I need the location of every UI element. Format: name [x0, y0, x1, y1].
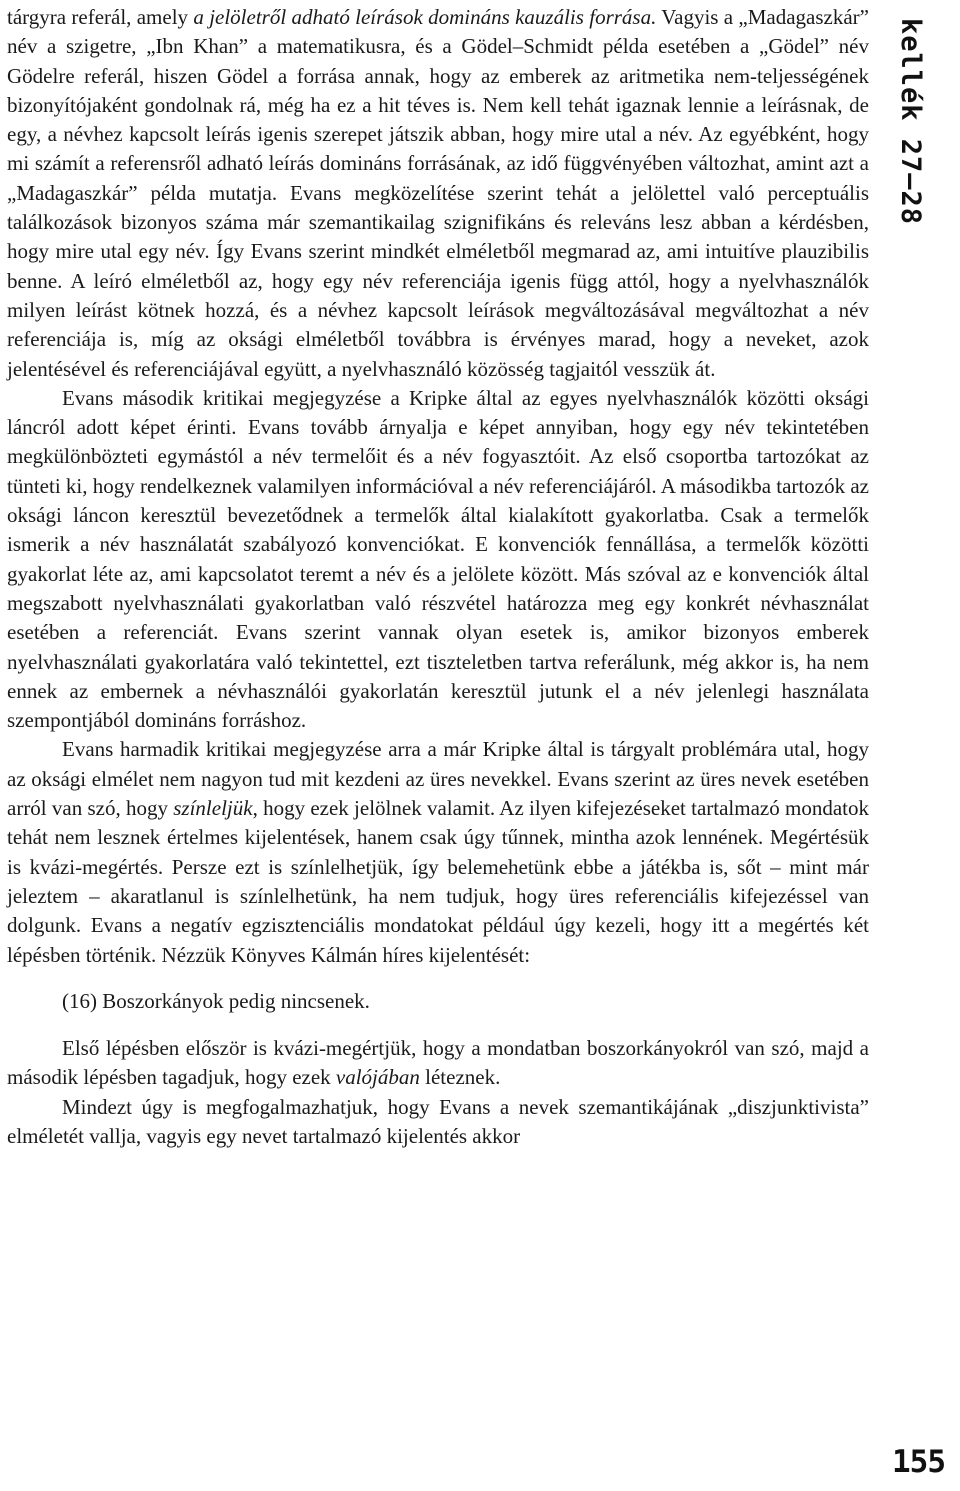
body-text — [7, 3, 869, 1151]
paragraph-5: Mindezt úgy is megfogalmazhatjuk, hogy Evans a nevek szemantikájának „diszjunktivista” elméletét vallja, vagyis egy nevet tartalmazó kijelentés akkor — [7, 1094, 869, 1148]
paragraph-4-rest: léteznek. — [419, 1065, 501, 1090]
journal-label: kellék 27–28 — [895, 17, 927, 225]
paragraph-3 — [7, 735, 869, 969]
paragraph-1-italic: a jelöletről adható leírások domináns kauzális forrása. — [193, 5, 657, 29]
paragraph-1-lead: tárgyra referál, amely — [7, 5, 194, 29]
paragraph-2: Evans második kritikai megjegyzése a Kripke által az egyes nyelvhasználók közötti oksági láncról adott képet érinti. Evans tovább árnyalja e képet annyiban, hogy egy név tekintetében megkülönbözteti egymástól a név termelőit és a név fogyasztóit. Az első csoportba tartozókat az tünteti ki, hogy rendelkeznek valamilyen információval a név referenciájáról. A másodikba tartozók az oksági láncon keresztül bevezetődnek a termelők által kialakított gyakorlatba. Csak a termelők ismerik a név használatát szabályozó konvenciókat. E konvenciók fennállása, a termelők közötti gyakorlat léte az, ami kapcsolatot teremt a név és a jelölete között. Más szóval az e konvenciók által megszabott nyelvhasználati gyakorlatban való részvétel határozza meg egy konkrét névhasználat esetében a referenciát. Evans szerint vannak olyan esetek is, amikor bizonyos emberek nyelvhasználati gyakorlatára való tekintettel, ezt tiszteletben tartva referálunk, még akkor is, ha nem ennek az embernek a névhasználói gyakorlatán keresztül jutunk el a név jelenlegi használata szempontjából domináns forráshoz. — [7, 385, 869, 733]
journal-sidebar — [878, 17, 944, 225]
page-number: 155 — [892, 1444, 945, 1480]
paragraph-4 — [7, 1034, 869, 1093]
paragraph-1 — [7, 3, 869, 384]
paragraph-1-rest: Vagyis a „Madagaszkár” név a szigetre, „Ibn Khan” a matematikusra, és a Gödel–Schmidt példa esetében a „Gödel” név Gödelre referál, hiszen Gödel a forrása annak, hogy az emberek az aritmetika nem-teljességének bizonyítójaként gondolnak rá, még ha ez a hit téves is. Nem kell tehát igaznak lennie a leírásnak, de egy, a névhez kapcsolt leírás igenis szerepet játszik abban, hogy mire utal a név. Az egyébként, hogy mi számít a referensről adható leírás domináns forrásának, az idő függvényében változhat, amint azt a „Madagaszkár” példa mutatja. Evans megközelítése szerint tehát a jelölettel való perceptuális találkozások bizonyos száma már szemantikailag szignifikáns és releváns lesz abban a kérdésben, hogy mire utal egy név. Így Evans szerint mindkét elméletből megmarad az, ami intuitíve plauzibilis benne. A leíró elméletből az, hogy egy név referenciája igenis függ attól, hogy a nyelvhasználók milyen leírást kötnek hozzá, és a névhez kapcsolt leírások megváltozásával megváltozhat a név referenciája is, míg az oksági elméletből továbbra is érvényes marad, hogy a neveket, azok jelentésével és referenciájával együtt, a nyelvhasználó közösség tagjaitól vesszük át. — [7, 5, 869, 381]
paragraph-4-lead: Első lépésben először is kvázi-megértjük, hogy a mondatban boszorkányokról van szó, majd a második lépésben tagadjuk, hogy ezek — [7, 1036, 869, 1090]
paragraph-4-italic: valójában — [335, 1065, 420, 1090]
numbered-example: (16) Boszorkányok pedig nincsenek. — [62, 988, 370, 1013]
paragraph-3-rest: , hogy ezek jelölnek valamit. Az ilyen kifejezéseket tartalmazó mondatok tehát nem lesznek értelmes kijelentések, hanem csak úgy tűnnek, mintha azok lennének. Megértésük is kvázi-megértés. Persze ezt is színlelhetjük, így belemehetünk ebbe a játékba is, sőt – mint már jeleztem – akaratlanul is színlelhetünk, ha nem tudjuk, hogy üres referenciális kifejezéssel van dolgunk. Evans a negatív egzisztenciális mondatokat például úgy kezeli, hogy itt a megértés két lépésben történik. Nézzük Könyves Kálmán híres kijelentését: — [7, 796, 869, 967]
paragraph-3-lead: Evans harmadik kritikai megjegyzése arra a már Kripke által is tárgyalt problémára utal, hogy az oksági elmélet nem nagyon tud mit kezdeni az üres nevekkel. Evans szerint az üres nevek esetében arról van szó, hogy — [7, 737, 869, 821]
paragraph-3-italic: színleljük — [173, 796, 253, 821]
